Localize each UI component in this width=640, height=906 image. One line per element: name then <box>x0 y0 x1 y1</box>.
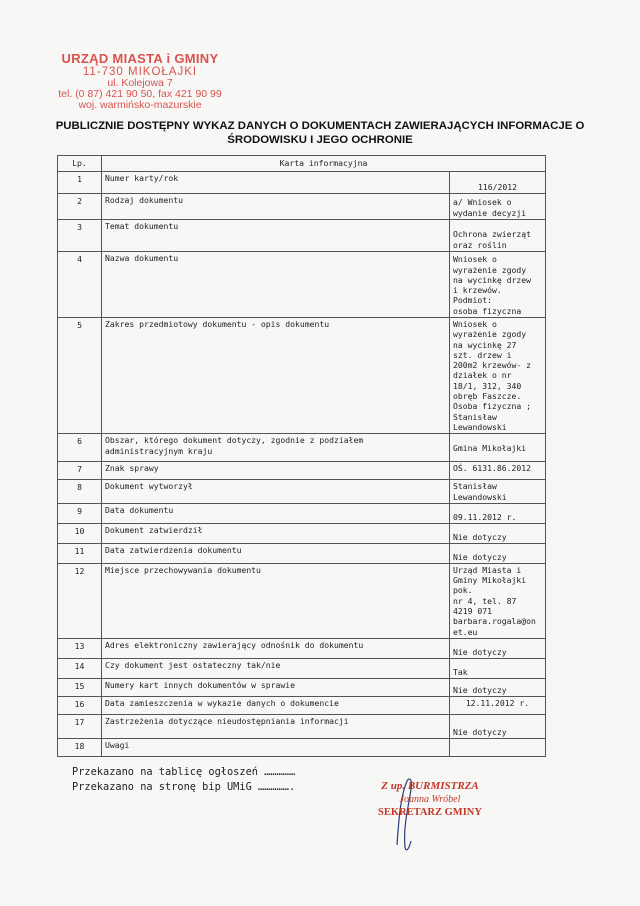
row-label: Data dokumentu <box>102 503 450 523</box>
title-line-2: ŚRODOWISKU I JEGO OCHRONIE <box>227 134 413 146</box>
row-value: Ochrona zwierząt oraz roślin <box>450 220 546 252</box>
row-label: Dokument wytworzył <box>102 480 450 504</box>
stamp-street: ul. Kolejowa 7 <box>107 76 173 89</box>
office-stamp <box>40 52 240 111</box>
stamp-province: woj. warmińsko-mazurskie <box>78 98 202 111</box>
row-number: 16 <box>58 696 102 714</box>
row-label: Miejsce przechowywania dokumentu <box>102 563 450 638</box>
stamp-phone-fax: tel. (0 87) 421 90 50, fax 421 90 99 <box>58 87 222 100</box>
row-number: 10 <box>58 523 102 543</box>
table-row <box>58 318 546 434</box>
table-row <box>58 480 546 504</box>
stamp-office-name: URZĄD MIASTA i GMINY <box>61 51 219 66</box>
row-value: OŚ. 6131.86.2012 <box>450 462 546 480</box>
row-value: Urząd Miasta i Gminy Mikołajki pok. nr 4, tel. 87 4219 071 barbara.rogala@on et.eu <box>450 563 546 638</box>
signature-name: Joanna Wróbel <box>399 793 461 805</box>
row-value: 116/2012 <box>450 172 546 194</box>
row-number: 13 <box>58 638 102 658</box>
header-card: Karta informacyjna <box>102 156 546 172</box>
stamp-postal-city: 11-730 MIKOŁAJKI <box>82 65 198 78</box>
info-card-table <box>57 155 546 757</box>
table-row <box>58 503 546 523</box>
table-header-row <box>58 156 546 172</box>
row-value: Nie dotyczy <box>450 523 546 543</box>
row-number: 11 <box>58 543 102 563</box>
row-number: 3 <box>58 220 102 252</box>
document-title <box>55 119 585 147</box>
signature-role: SEKRETARZ GMINY <box>378 807 482 819</box>
row-value: Stanisław Lewandowski <box>450 480 546 504</box>
row-value: Nie dotyczy <box>450 543 546 563</box>
row-label: Numer karty/rok <box>102 172 450 194</box>
row-number: 6 <box>58 434 102 462</box>
header-lp: Lp. <box>58 156 102 172</box>
table-row <box>58 638 546 658</box>
row-label: Znak sprawy <box>102 462 450 480</box>
row-label: Zakres przedmiotowy dokumentu - opis dokumentu <box>102 318 450 434</box>
row-number: 18 <box>58 738 102 756</box>
row-number: 7 <box>58 462 102 480</box>
row-number: 4 <box>58 252 102 318</box>
table-row <box>58 194 546 220</box>
row-label: Numery kart innych dokumentów w sprawie <box>102 678 450 696</box>
row-label: Czy dokument jest ostateczny tak/nie <box>102 658 450 678</box>
row-value: Nie dotyczy <box>450 678 546 696</box>
row-label: Zastrzeżenia dotyczące nieudostępniania informacji <box>102 714 450 738</box>
transmission-notes <box>72 765 295 795</box>
table-row <box>58 738 546 756</box>
table-row <box>58 523 546 543</box>
table-row <box>58 543 546 563</box>
row-value: a/ Wniosek o wydanie decyzji <box>450 194 546 220</box>
table-row <box>58 462 546 480</box>
row-value: 12.11.2012 r. <box>450 696 546 714</box>
table-row <box>58 658 546 678</box>
row-label: Data zatwierdzenia dokumentu <box>102 543 450 563</box>
row-value: Nie dotyczy <box>450 638 546 658</box>
row-number: 12 <box>58 563 102 638</box>
row-label: Obszar, którego dokument dotyczy, zgodnie z podziałem administracyjnym kraju <box>102 434 450 462</box>
row-value: Wniosek o wyrażenie zgody na wycinkę 27 szt. drzew i 200m2 krzewów- z działek o nr 18/1, 312, 340 obręb Faszcze. Osoba fizyczna ; Stanisław Lewandowski <box>450 318 546 434</box>
secretary-stamp <box>360 780 500 819</box>
row-label: Nazwa dokumentu <box>102 252 450 318</box>
row-number: 1 <box>58 172 102 194</box>
row-value: 09.11.2012 r. <box>450 503 546 523</box>
table-row <box>58 220 546 252</box>
signature-on-behalf: Z up. BURMISTRZA <box>381 780 479 792</box>
row-value: Nie dotyczy <box>450 714 546 738</box>
table-row <box>58 678 546 696</box>
row-value: Wniosek o wyrażenie zgody na wycinkę drzew i krzewów. Podmiot: osoba fizyczna <box>450 252 546 318</box>
table-row <box>58 434 546 462</box>
notice-board-line: Przekazano na tablicę ogłoszeń …………… <box>72 766 296 778</box>
row-number: 8 <box>58 480 102 504</box>
row-label: Dokument zatwierdził <box>102 523 450 543</box>
bip-page-line: Przekazano na stronę bip UMiG ……………. <box>72 781 296 793</box>
title-line-1: PUBLICZNIE DOSTĘPNY WYKAZ DANYCH O DOKUMENTACH ZAWIERAJĄCYCH INFORMACJE O <box>55 120 585 132</box>
table-row <box>58 714 546 738</box>
row-label: Data zamieszczenia w wykazie danych o dokumencie <box>102 696 450 714</box>
row-number: 9 <box>58 503 102 523</box>
row-number: 17 <box>58 714 102 738</box>
row-number: 2 <box>58 194 102 220</box>
row-value <box>450 738 546 756</box>
table-row <box>58 252 546 318</box>
row-label: Temat dokumentu <box>102 220 450 252</box>
row-label: Rodzaj dokumentu <box>102 194 450 220</box>
table-row <box>58 696 546 714</box>
row-label: Adres elektroniczny zawierający odnośnik do dokumentu <box>102 638 450 658</box>
row-number: 14 <box>58 658 102 678</box>
row-value: Tak <box>450 658 546 678</box>
table-row <box>58 172 546 194</box>
row-number: 15 <box>58 678 102 696</box>
row-number: 5 <box>58 318 102 434</box>
row-value: Gmina Mikołajki <box>450 434 546 462</box>
row-label: Uwagi <box>102 738 450 756</box>
table-row <box>58 563 546 638</box>
